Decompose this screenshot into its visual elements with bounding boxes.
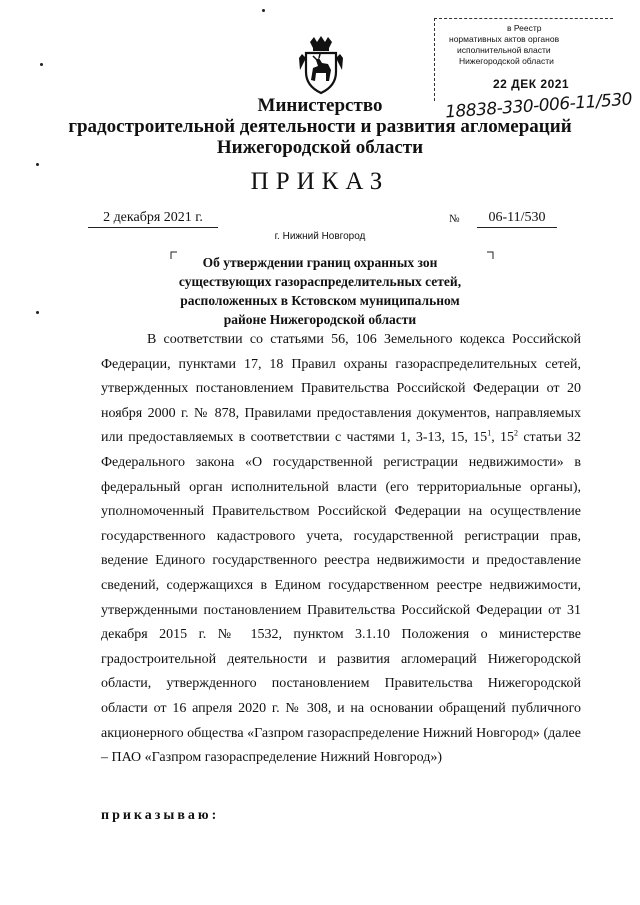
- ministry-title-line3: Нижегородской области: [216, 137, 424, 158]
- ministry-title-line1: Министерство: [257, 95, 383, 116]
- ministry-title-line2: градостроительной деятельности и развития агломераций: [68, 116, 572, 137]
- scan-speck: [262, 9, 265, 12]
- preamble-text: статьи 32 Федерального закона «О государственной регистрации недвижимости» в федеральный орган исполнительной власти (его территориальные органы), уполномоченный Правительством Российской Федерации на осуществление государственного кадастрового учета, государственной регистрации прав, ведение Единого государственного реестра недвижимости и предоставление сведений, содержащихся в Едином государственном реестре недвижимости, утвержденными постановлением Правительства Российской Федерации от 31 декабря 2015 г. № 1532, пунктом 3.1.10 Положения о министерстве градостроительной деятельности и развития агломераций Нижегородской области, утвержденного постановлением Правительства Нижегородской области от 16 апреля 2020 г. № 308, и на основании обращений публичного акционерного общества «Газпром газораспределение Нижний Новгород» (далее – ПАО «Газпром газораспределение Нижний Новгород»): [101, 430, 582, 766]
- subject-line: Об утверждении границ охранных зон: [202, 255, 438, 270]
- preamble-paragraph: [101, 328, 581, 771]
- number-sign: №: [449, 213, 460, 225]
- subject-line: районе Нижегородской области: [223, 312, 417, 327]
- document-subject: [150, 253, 490, 329]
- scan-speck: [36, 163, 39, 166]
- city-label: г. Нижний Новгород: [274, 231, 366, 242]
- stamp-date: 22 ДЕК 2021: [493, 77, 570, 91]
- subject-line: расположенных в Кстовском муниципальном: [180, 293, 460, 308]
- document-type: ПРИКАЗ: [250, 168, 390, 195]
- preamble-text: В соответствии со статьями 56, 106 Земельного кодекса Российской Федерации, пунктами 17, 18 Правил охраны газораспределительных сетей, утвержденных постановлением Правительства Российской Федерации от 20 ноября 2000 г. № 878, Правилами предоставления документов, направляемых или предоставляемых в соответствии с частями 1, 3-13, 15, 15: [101, 332, 581, 446]
- order-command: приказываю:: [101, 808, 220, 823]
- stamp-line: нормативных актов органов: [449, 34, 560, 44]
- superscript: 1: [487, 428, 492, 438]
- stamp-line: Нижегородской области: [459, 56, 554, 66]
- document-number: 06-11/530: [477, 210, 557, 228]
- subject-line: существующих газораспределительных сетей,: [178, 274, 462, 289]
- document-date: 2 декабря 2021 г.: [88, 210, 218, 228]
- registry-stamp: [434, 18, 613, 101]
- stamp-line: исполнительной власти: [457, 45, 551, 55]
- scan-speck: [36, 311, 39, 314]
- coat-of-arms-emblem: [296, 36, 346, 96]
- superscript: 2: [514, 428, 519, 438]
- registration-number-handwritten: 18838-330-006-11/530: [444, 89, 633, 123]
- preamble-text: , 15: [491, 430, 515, 446]
- scan-speck: [40, 63, 43, 66]
- stamp-line: в Реестр: [507, 23, 542, 33]
